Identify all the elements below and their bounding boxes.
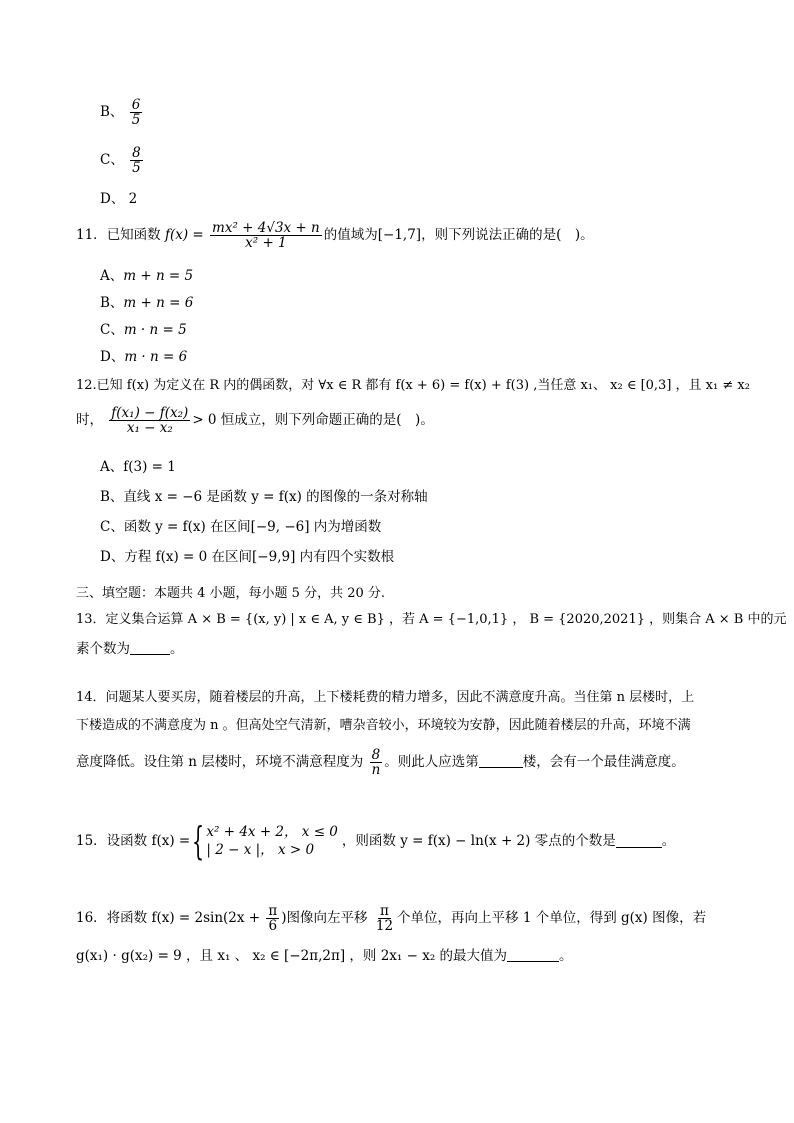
q16-line1: 16．将函数 f(x) = 2sin(2x + $\frac{\pi}{6}$ )图像向左平移 $\frac{\pi}{12}$ 个单位，再向上平移 1 个单位，得到 g(x) 图像，若 — [76, 903, 707, 935]
q11-option-d: D、m · n = 6 — [100, 349, 188, 365]
q14-line2: 下楼造成的不满意度为 n 。但高处空气清新，嘈杂音较小，环境较为安静，因此随着楼层的升高，环境不满 — [76, 718, 691, 733]
q12-option-c: C、函数 y = f(x) 在区间[−9, −6] 内为增函数 — [100, 519, 382, 535]
answer-blank[interactable] — [616, 835, 662, 848]
option-label: C、 — [100, 152, 124, 169]
q11-option-b: B、m + n = 6 — [100, 295, 194, 311]
q10-option-c — [100, 146, 145, 175]
piecewise-cases: x² + 4x + 2， x ≤ 0 | 2 − x |， x > 0 — [206, 823, 338, 858]
q14-fraction: $\frac{8}{n}$ — [371, 747, 381, 779]
q11-option-c: C、m · n = 5 — [100, 322, 187, 338]
answer-blank[interactable] — [479, 755, 523, 768]
q10-option-d: D、 2 — [100, 191, 138, 207]
q15-stem: 15．设函数 f(x) = { x² + 4x + 2， x ≤ 0 | 2 − x |， x > 0 ，则函数 y = f(x) − ln(x + 2) 零点的个数是 。 — [76, 819, 676, 863]
q10-option-b — [100, 98, 144, 127]
fraction: $\frac{6}{5}$ — [131, 97, 141, 129]
option-label: D、 — [100, 191, 125, 207]
answer-blank[interactable] — [130, 642, 170, 655]
q13-line1: 13．定义集合运算 A × B = {(x, y) | x ∈ A, y ∈ B} ，若 A = {−1,0,1} ， B = {2020,2021} ，则集合 A × B 中的元 — [76, 612, 787, 627]
q14-line1: 14．问题某人要买房，随着楼层的升高，上下楼耗费的精力增多，因此不满意度升高。当住第 n 层楼时，上 — [76, 690, 695, 705]
q16-line2: g(x₁) · g(x₂) = 9 ，且 x₁ 、 x₂ ∈ [−2π,2π] ，则 2x₁ − x₂ 的最大值为 。 — [76, 948, 573, 964]
q12-option-d: D、方程 f(x) = 0 在区间[−9,9] 内有四个实数根 — [100, 549, 395, 565]
q12-line2: 时， $\frac{\text{f(x₁) − f(x₂)}}{\text{x₁ − x₂}}$ > 0 恒成立，则下列命题正确的是( )。 — [76, 405, 434, 437]
fraction: $\frac{8}{5}$ — [132, 145, 141, 177]
q12-option-a: A、f(3) = 1 — [100, 459, 176, 475]
q11-fraction: $\frac{\text{mx² + 4√3x + n}}{\text{x² + 1}}$ — [212, 220, 320, 252]
option-label: B、 — [100, 104, 124, 121]
q12-line1: 12.已知 f(x) 为定义在 R 内的偶函数，对 ∀x ∈ R 都有 f(x + 6) = f(x) + f(3) ,当任意 x₁、 x₂ ∈ [0,3] ，且 x₁ ≠ x₂ — [76, 378, 750, 393]
q12-option-b: B、直线 x = −6 是函数 y = f(x) 的图像的一条对称轴 — [100, 489, 428, 505]
q14-line3: 意度降低。设住第 n 层楼时，环境不满意程度为 $\frac{8}{n}$ 。则此人应选第 楼，会有一个最佳满意度。 — [76, 747, 685, 779]
section-title: 三、填空题：本题共 4 小题，每小题 5 分，共 20 分. — [76, 586, 386, 601]
q12-fraction: $\frac{\text{f(x₁) − f(x₂)}}{\text{x₁ − x₂}}$ — [111, 405, 189, 437]
pi-over-12: $\frac{\pi}{12}$ — [375, 903, 394, 935]
brace: { — [192, 819, 205, 863]
q11-stem: 11．已知函数 f(x) = $\frac{\text{mx² + 4√3x + n}}{\text{x² + 1}}$ 的值域为[−1,7]，则下列说法正确的是( )。 — [76, 220, 594, 252]
pi-over-6: $\frac{\pi}{6}$ — [268, 903, 278, 935]
answer-blank[interactable] — [507, 949, 559, 962]
q11-option-a: A、m + n = 5 — [100, 268, 194, 284]
q13-line2: 素个数为 。 — [76, 641, 184, 657]
